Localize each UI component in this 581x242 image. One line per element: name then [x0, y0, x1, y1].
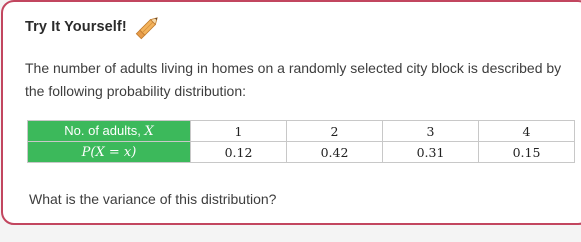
row-header-adults-text: No. of adults, — [64, 123, 145, 138]
table-row — [28, 142, 575, 163]
table-row — [28, 121, 575, 142]
exercise-card — [1, 0, 581, 225]
card-header — [25, 12, 163, 42]
probability-table — [27, 120, 575, 163]
problem-prompt: The number of adults living in homes on a randomly selected city block is described by the following probability distribution: — [25, 60, 562, 99]
row-header-probability-text: P(X = x) — [81, 145, 137, 160]
probability-cell: 0.15 — [479, 142, 575, 163]
card-title: Try It Yourself! — [25, 19, 127, 35]
probability-cell: 0.42 — [287, 142, 383, 163]
x-value-cell: 2 — [287, 121, 383, 142]
row-header-adults — [28, 121, 191, 142]
question-text: What is the variance of this distribution? — [29, 191, 277, 207]
probability-cell: 0.12 — [191, 142, 287, 163]
x-value-cell: 3 — [383, 121, 479, 142]
row-header-adults-var: X — [144, 124, 154, 139]
pencil-icon — [133, 13, 163, 41]
probability-cell: 0.31 — [383, 142, 479, 163]
x-value-cell: 4 — [479, 121, 575, 142]
x-value-cell: 1 — [191, 121, 287, 142]
row-header-probability — [28, 142, 191, 163]
